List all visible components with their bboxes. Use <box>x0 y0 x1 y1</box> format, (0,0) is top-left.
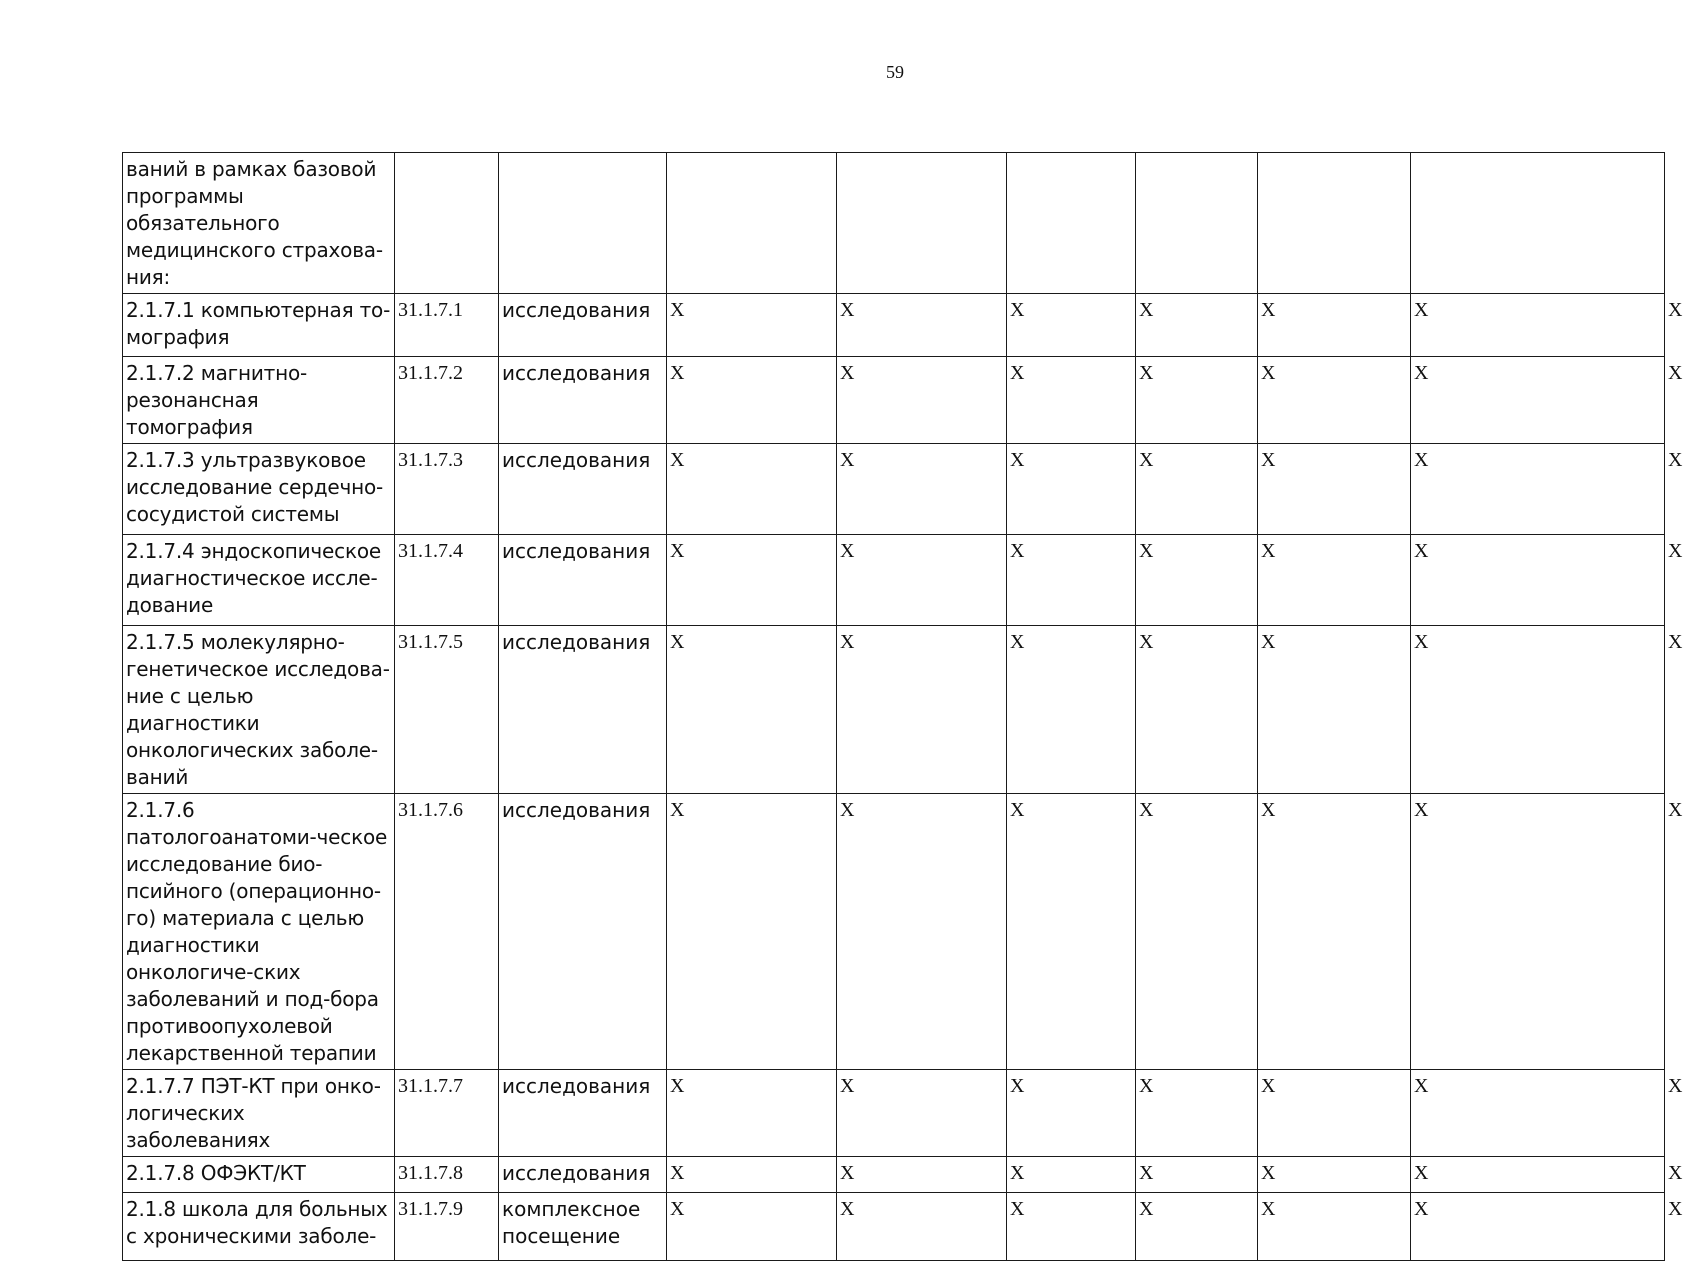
service-description: 2.1.7.6 патологоанатоми-ческое исследование био-псийного (операционно-го) материала с целью диагностики онкологиче-ских заболеваний и под-бора противоопухолевой лекарственной терапии <box>123 794 395 1070</box>
mark-cell: X <box>667 1193 837 1261</box>
mark-cell: X <box>1136 1157 1258 1193</box>
mark-cell: X <box>837 626 1007 794</box>
mark-cell: X <box>667 444 837 535</box>
table-row: 2.1.7.4 эндоскопическое диагностическое иссле-дование 31.1.7.4 исследования X X X X X X X <box>123 535 1665 626</box>
mark-cell: X <box>837 535 1007 626</box>
table-row: 2.1.7.3 ультразвуковое исследование сердечно-сосудистой системы 31.1.7.3 исследования X X X X X X X <box>123 444 1665 535</box>
mark-cell: X <box>837 1070 1007 1157</box>
mark-cell: X <box>667 294 837 357</box>
unit-of-measure: комплексное посещение <box>499 1193 667 1261</box>
service-description: 2.1.8 школа для больных с хроническими заболе- <box>123 1193 395 1261</box>
table-body <box>123 153 1683 1261</box>
mark-cell: X <box>1258 1070 1411 1157</box>
unit-of-measure: исследования <box>499 794 667 1070</box>
unit-of-measure: исследования <box>499 1157 667 1193</box>
mark-cell: X <box>1258 626 1411 794</box>
mark-cell: X <box>1007 357 1136 444</box>
mark-cell <box>1007 153 1136 294</box>
mark-cell: X <box>1007 1070 1136 1157</box>
page-number: 59 <box>886 62 904 82</box>
mark-cell: X <box>1136 535 1258 626</box>
unit-of-measure: исследования <box>499 1070 667 1157</box>
table-row: 2.1.7.7 ПЭТ-КТ при онко-логических заболеваниях 31.1.7.7 исследования X X X X X X X <box>123 1070 1665 1157</box>
mark-cell: X <box>1136 444 1258 535</box>
table-row: 2.1.7.5 молекулярно-генетическое исследова-ние с целью диагностики онкологических заболе-ваний 31.1.7.5 исследования X X X X X X X <box>123 626 1665 794</box>
mark-cell: X <box>667 794 837 1070</box>
row-code: 31.1.7.1 <box>395 294 499 357</box>
row-code: 31.1.7.5 <box>395 626 499 794</box>
mark-cell: X <box>667 1070 837 1157</box>
row-code: 31.1.7.7 <box>395 1070 499 1157</box>
service-description: 2.1.7.2 магнитно-резонансная томография <box>123 357 395 444</box>
service-description: 2.1.7.3 ультразвуковое исследование сердечно-сосудистой системы <box>123 444 395 535</box>
service-description: ваний в рамках базовой программы обязательного медицинского страхова-ния: <box>123 153 395 294</box>
mark-cell: X <box>1136 294 1258 357</box>
unit-of-measure: исследования <box>499 357 667 444</box>
mark-cell: X <box>1136 794 1258 1070</box>
mark-cell <box>667 153 837 294</box>
service-description: 2.1.7.5 молекулярно-генетическое исследова-ние с целью диагностики онкологических заболе-ваний <box>123 626 395 794</box>
table-row: 2.1.8 школа для больных с хроническими заболе- 31.1.7.9 комплексное посещение X X X X X X X <box>123 1193 1665 1261</box>
mark-cell: X <box>837 444 1007 535</box>
mark-cell: X <box>1007 1193 1136 1261</box>
unit-of-measure <box>499 153 667 294</box>
mark-cell: X <box>1258 794 1411 1070</box>
service-description: 2.1.7.1 компьютерная то-мография <box>123 294 395 357</box>
mark-cell: X <box>837 294 1007 357</box>
mark-cell: X <box>1258 1193 1411 1261</box>
table-row: 2.1.7.8 ОФЭКТ/КТ 31.1.7.8 исследования X X X X X X X <box>123 1157 1665 1193</box>
service-description: 2.1.7.8 ОФЭКТ/КТ <box>123 1157 395 1193</box>
mark-cell: X <box>1411 626 1665 794</box>
mark-cell: X <box>1411 1193 1665 1261</box>
unit-of-measure: исследования <box>499 294 667 357</box>
mark-cell <box>1136 153 1258 294</box>
row-code <box>395 153 499 294</box>
mark-cell: X <box>1411 794 1665 1070</box>
service-description: 2.1.7.7 ПЭТ-КТ при онко-логических заболеваниях <box>123 1070 395 1157</box>
mark-cell: X <box>1007 294 1136 357</box>
mark-cell: X <box>837 357 1007 444</box>
mark-cell: X <box>1007 626 1136 794</box>
mark-cell: X <box>1136 1193 1258 1261</box>
mark-cell: X <box>1411 1157 1665 1193</box>
table-row: 2.1.7.1 компьютерная то-мография 31.1.7.1 исследования X X X X X X X <box>123 294 1665 357</box>
mark-cell: X <box>1007 535 1136 626</box>
mark-cell: X <box>1411 294 1665 357</box>
mark-cell: X <box>1007 1157 1136 1193</box>
mark-cell <box>1258 153 1411 294</box>
mark-cell: X <box>1258 1157 1411 1193</box>
mark-cell: X <box>1258 357 1411 444</box>
table-row: 2.1.7.2 магнитно-резонансная томография 31.1.7.2 исследования X X X X X X X <box>123 357 1665 444</box>
service-description: 2.1.7.4 эндоскопическое диагностическое иссле-дование <box>123 535 395 626</box>
mark-cell: X <box>1258 294 1411 357</box>
row-code: 31.1.7.4 <box>395 535 499 626</box>
mark-cell: X <box>1411 357 1665 444</box>
table-row: 2.1.7.6 патологоанатоми-ческое исследование био-псийного (операционно-го) материала с целью диагностики онкологиче-ских заболеваний и под-бора противоопухолевой лекарственной терапии 31.1.7.6 исследования X X X X X X X <box>123 794 1665 1070</box>
row-code: 31.1.7.8 <box>395 1157 499 1193</box>
table-row <box>123 153 1665 294</box>
row-code: 31.1.7.6 <box>395 794 499 1070</box>
row-code: 31.1.7.2 <box>395 357 499 444</box>
unit-of-measure: исследования <box>499 535 667 626</box>
mark-cell: X <box>667 626 837 794</box>
services-table <box>122 152 1683 1261</box>
row-code: 31.1.7.3 <box>395 444 499 535</box>
unit-of-measure: исследования <box>499 444 667 535</box>
mark-cell: X <box>667 1157 837 1193</box>
mark-cell: X <box>837 1157 1007 1193</box>
row-code: 31.1.7.9 <box>395 1193 499 1261</box>
mark-cell: X <box>837 794 1007 1070</box>
mark-cell: X <box>1007 444 1136 535</box>
mark-cell: X <box>1007 794 1136 1070</box>
mark-cell: X <box>1136 1070 1258 1157</box>
unit-of-measure: исследования <box>499 626 667 794</box>
mark-cell <box>1411 153 1665 294</box>
mark-cell: X <box>1411 535 1665 626</box>
mark-cell <box>837 153 1007 294</box>
mark-cell: X <box>667 357 837 444</box>
mark-cell: X <box>1136 357 1258 444</box>
mark-cell: X <box>837 1193 1007 1261</box>
mark-cell: X <box>1411 444 1665 535</box>
mark-cell: X <box>667 535 837 626</box>
mark-cell: X <box>1136 626 1258 794</box>
mark-cell: X <box>1258 535 1411 626</box>
mark-cell: X <box>1258 444 1411 535</box>
mark-cell: X <box>1411 1070 1665 1157</box>
